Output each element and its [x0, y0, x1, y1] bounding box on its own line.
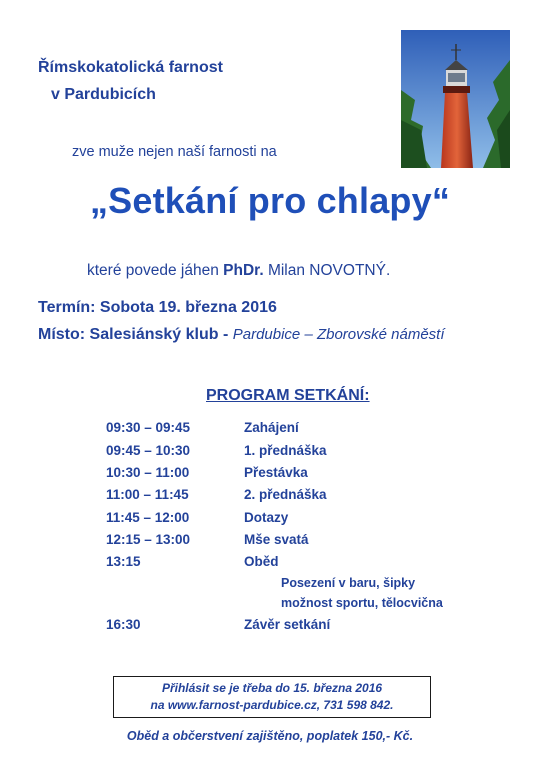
- program-activity: Přestávka: [244, 465, 308, 480]
- place-detail: Pardubice – Zborovské náměstí: [232, 326, 445, 343]
- place-label: Místo:: [38, 326, 86, 343]
- program-activity: Mše svatá: [244, 532, 309, 547]
- event-title: „Setkání pro chlapy“: [89, 180, 451, 221]
- program-time: 11:00 – 11:45: [106, 487, 189, 502]
- lighthouse-photo: [401, 30, 510, 168]
- program-time: 09:30 – 09:45: [106, 420, 191, 435]
- leader-title: PhDr.: [223, 262, 264, 279]
- program-activity: Zahájení: [244, 420, 299, 435]
- parish-name: [38, 54, 223, 108]
- program-time: 11:45 – 12:00: [106, 510, 190, 525]
- place-value: Salesiánský klub -: [85, 326, 233, 343]
- program-title: PROGRAM SETKÁNÍ:: [206, 387, 370, 404]
- registration-line2: na www.farnost-pardubice.cz, 731 598 842.: [150, 698, 394, 712]
- program-activity: 1. přednáška: [244, 443, 327, 458]
- invitation-text: zve muže nejen naší farnosti na: [72, 144, 277, 160]
- program-activity: Závěr setkání: [244, 617, 331, 632]
- term-value: Sobota 19. března 2016: [95, 299, 277, 316]
- parish-name-line1: Římskokatolická farnost: [38, 59, 223, 76]
- program-time: 10:30 – 11:00: [106, 465, 190, 480]
- parish-name-line2: v Pardubicích: [51, 86, 156, 103]
- footer-note: Oběd a občerstvení zajištěno, poplatek 150,- Kč.: [126, 729, 414, 743]
- leader-prefix: které povede jáhen: [87, 262, 224, 279]
- leader-line: [87, 262, 390, 280]
- program-activity: 2. přednáška: [244, 487, 327, 502]
- event-term: [38, 299, 277, 317]
- event-place: [38, 326, 445, 344]
- program-time: 09:45 – 10:30: [106, 443, 191, 458]
- program-activity: Oběd: [244, 554, 279, 569]
- registration-line1: Přihlásit se je třeba do 15. března 2016: [161, 681, 383, 695]
- registration-box: [113, 676, 431, 718]
- term-label: Termín:: [38, 299, 96, 316]
- program-activity: Dotazy: [244, 510, 289, 525]
- program-time: 13:15: [106, 554, 141, 569]
- program-time: 12:15 – 13:00: [106, 532, 191, 547]
- program-extra-line1: Posezení v baru, šipky: [281, 576, 416, 590]
- leader-name: Milan NOVOTNÝ.: [263, 262, 391, 279]
- program-extra-line2: možnost sportu, tělocvična: [281, 596, 443, 610]
- program-time: 16:30: [106, 617, 141, 632]
